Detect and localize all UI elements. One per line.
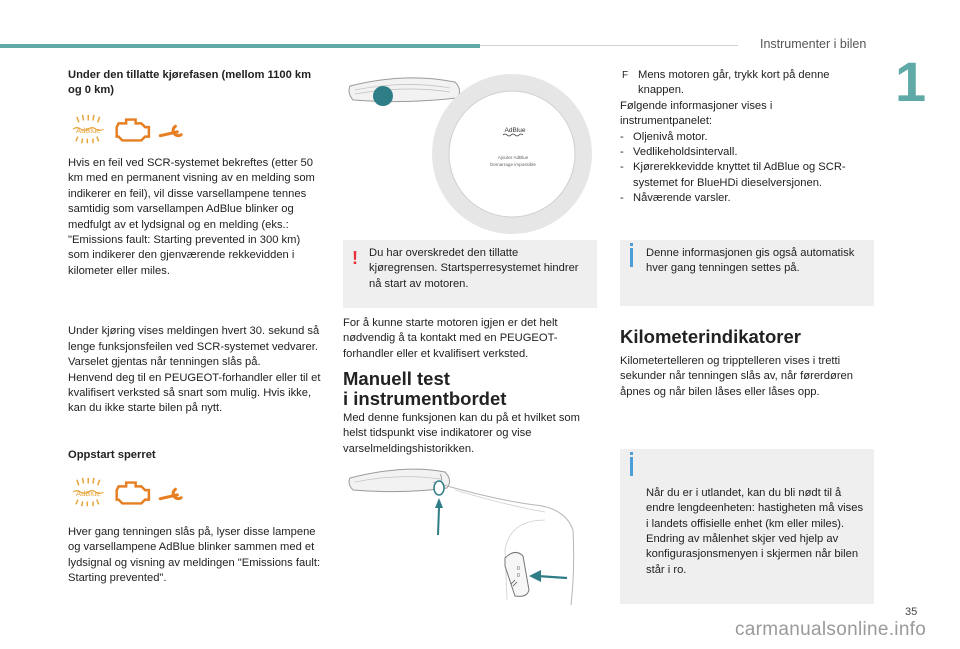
chapter-number: 1 xyxy=(895,50,927,113)
col1-para1-block xyxy=(68,156,324,279)
list-item: - Oljenivå motor. xyxy=(620,130,708,143)
list-item: - Nåværende varsler. xyxy=(620,192,731,205)
wrench-lamp-icon xyxy=(160,489,181,498)
section-title: Instrumenter i bilen xyxy=(760,37,867,51)
adblue-lamp-icon xyxy=(73,115,103,143)
svg-text:AdBlue: AdBlue xyxy=(76,125,101,135)
list-item: - Vedlikeholdsintervall. xyxy=(620,146,738,159)
pointer-arrow-icon xyxy=(529,570,567,582)
col2-para1-block xyxy=(343,316,599,362)
engine-lamp-icon xyxy=(117,483,149,504)
heading-driving-phase: Under den tillatte kjørefasen (mellom 1100 km og 0 km) xyxy=(68,69,312,97)
col1-para2-block xyxy=(68,309,324,432)
display-info-list xyxy=(620,130,874,207)
instrument-display-illustration xyxy=(345,68,595,238)
warning-text: Du har overskredet den tillatte kjøregrensen. Startsperresystemet hindrer nå start av motoren. xyxy=(369,247,579,290)
manual-test-heading-line1: Manuell test xyxy=(343,368,450,389)
adblue-lamp-icon xyxy=(73,478,103,506)
svg-text:0: 0 xyxy=(517,566,520,572)
watermark: carmanualsonline.info xyxy=(735,619,927,640)
header-accent-bar xyxy=(0,44,480,48)
display-info-intro: Følgende informasjoner vises i instrumentpanelet: xyxy=(620,99,773,128)
display-screen xyxy=(449,91,575,217)
odometer-heading: Kilometerindikatorer xyxy=(620,326,801,347)
warning-box xyxy=(343,240,597,308)
manual-test-heading-line2: i instrumentbordet xyxy=(343,388,507,409)
col3-para1-block xyxy=(620,354,876,400)
info-auto-display: Denne informasjonen gis også automatisk hver gang tenningen settes på. xyxy=(646,247,855,275)
driving-message-description: Under kjøring vises meldingen hvert 30. sekund så lenge funksjonsfeilen ved SCR-systemet vedvarer. Varselet gjentas når tenningen slås på. Henvend deg til en PEUGEOT-forhandler eller til et kvalifisert verksted så snart som mulig. Hvis ikke, kan du ikke starte bilen på nytt. xyxy=(68,325,321,415)
engine-lamp-icon xyxy=(117,120,149,141)
info-unit-change: Når du er i utlandet, kan du bli nødt til å endre lengdeenheten: hastigheten må vises i landets offisielle enhet (km eller miles). Endring av målenhet skjer ved hjelp av konfigurasjonsmenyen i skjermen når bilen står i ro. xyxy=(646,486,864,576)
info-icon xyxy=(630,457,633,476)
control-stalk-icon xyxy=(505,552,529,596)
info-box-2 xyxy=(620,449,874,604)
warning-lamps-row-1 xyxy=(64,112,194,148)
svg-text:AdBlue: AdBlue xyxy=(76,488,101,498)
col1-heading2-block xyxy=(68,448,320,463)
svg-text:AdBlue: AdBlue xyxy=(504,127,526,134)
col2-para2-block xyxy=(343,411,599,457)
svg-text:Ajouter AdBlue: Ajouter AdBlue xyxy=(497,155,529,160)
manual-test-heading xyxy=(343,369,599,409)
page-number: 35 xyxy=(905,606,918,618)
svg-text:Demarrage impossible: Demarrage impossible xyxy=(490,162,536,167)
steering-button-illustration xyxy=(345,460,595,605)
col1-para3-block xyxy=(68,525,324,587)
step-bullet-icon: F xyxy=(622,70,629,81)
warning-icon: ! xyxy=(352,248,358,268)
warning-lamps-row-2 xyxy=(64,475,194,511)
heading-start-blocked: Oppstart sperret xyxy=(68,449,156,461)
cluster-bezel xyxy=(349,78,460,102)
scr-fault-description: Hvis en feil ved SCR-systemet bekreftes (etter 50 km med en permanent visning av en melding som indikerer en feil), vil disse varsellampene tennes samtidig som varsellampen AdBlue blinker og medfulgt av et lydsignal og en melding (eks.: "Emissions fault: Starting prevented in 300 km) som indikerer den gjenværende rekkevidden i kilometer eller miles. xyxy=(68,157,315,277)
info-box-1 xyxy=(620,240,874,306)
info-icon xyxy=(630,248,633,267)
step-press-button: Mens motoren går, trykk kort på denne knappen. xyxy=(638,69,830,97)
blue-knob-icon xyxy=(373,86,393,106)
odometer-description: Kilometertelleren og tripptelleren vises i tretti sekunder når tenningen slås av, når førerdøren åpnes og når bilen låses eller låses opp. xyxy=(620,355,853,398)
svg-text:0: 0 xyxy=(517,573,520,579)
col3-step-block xyxy=(620,68,874,207)
start-blocked-description: Hver gang tenningen slås på, lyser disse lampene og varsellampene AdBlue blinker sammen med et lydsignal og visning av meldingen "Emissions fault: Starting prevented". xyxy=(68,526,321,585)
list-item: - Kjørerekkevidde knyttet til AdBlue og SCR-systemet for BlueHDi dieselversjonen. xyxy=(620,161,846,189)
col1-heading1-block xyxy=(68,68,320,99)
dashboard-button-icon xyxy=(434,481,444,535)
restart-instruction: For å kunne starte motoren igjen er det helt nødvendig å ta kontakt med en PEUGEOT-forhandler eller et kvalifisert verksted. xyxy=(343,317,558,360)
header-rule xyxy=(480,45,738,46)
manual-test-description: Med denne funksjonen kan du på et hvilket som helst tidspunkt vise indikatorer og vise varselmeldingshistorikken. xyxy=(343,412,580,455)
wrench-lamp-icon xyxy=(160,126,181,135)
